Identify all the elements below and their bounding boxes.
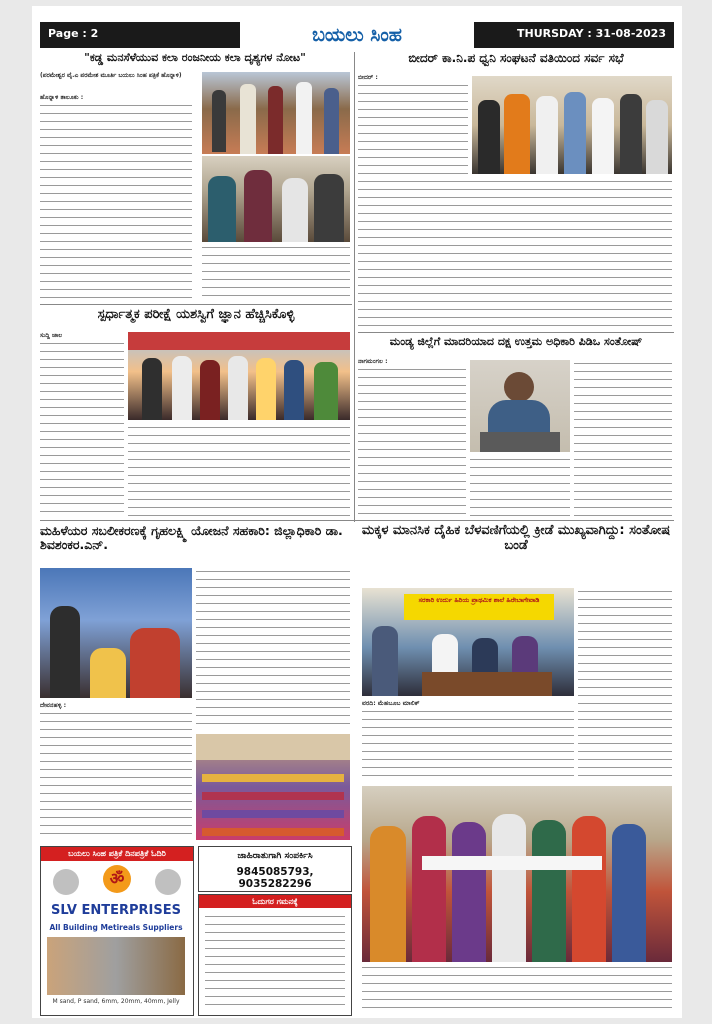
article-mandya-body-3 bbox=[470, 456, 570, 516]
article-kala-photo-1 bbox=[202, 72, 350, 154]
newspaper-page bbox=[32, 6, 682, 1018]
ad-slv-materials-image bbox=[47, 937, 185, 995]
article-gruha-body-2 bbox=[196, 568, 350, 730]
article-exam-headline-box bbox=[40, 308, 352, 330]
ad-slv-enterprises bbox=[40, 846, 194, 1016]
article-kreeda-headline: ಮಕ್ಕಳ ಮಾನಸಿಕ ದೈಹಿಕ ಬೆಳವಣಿಗೆಯಲ್ಲಿ ಕ್ರೀಡೆ ಮುಖ್ಯವಾಗಿದ್ದು: ಸಂತೋಷ ಬಂಡೆ bbox=[361, 524, 671, 553]
article-bidar-body-2 bbox=[358, 178, 672, 328]
article-kala-body bbox=[40, 102, 192, 302]
ad-notice-title: ಓದುಗರ ಗಮನಕ್ಕೆ bbox=[199, 895, 351, 908]
article-mandya-headline-box bbox=[358, 336, 674, 356]
ad-slv-person-photo-2 bbox=[155, 869, 181, 895]
article-gruha-dateline: ದೇವನಹಳ್ಳಿ : bbox=[40, 702, 67, 709]
column-divider bbox=[354, 52, 355, 522]
article-exam-dateline: ಸುದ್ದಿ ಜಾಲ bbox=[40, 332, 63, 339]
article-kala-body-2 bbox=[202, 244, 350, 302]
article-gruha-headline-box bbox=[40, 524, 352, 564]
article-gruha-photo-1 bbox=[40, 568, 192, 698]
article-exam-photo bbox=[128, 332, 350, 420]
ad-classified-title: ಜಾಹಿರಾತುಗಾಗಿ ಸಂಪರ್ಕಿಸಿ bbox=[237, 851, 313, 861]
article-mandya-body-2 bbox=[574, 360, 672, 516]
ad-slv-name: SLV ENTERPRISES bbox=[51, 903, 181, 918]
article-bidar-body bbox=[358, 82, 468, 174]
article-exam-headline: ಸ್ಪರ್ಧಾತ್ಮಕ ಪರೀಕ್ಷೆ ಯಶಸ್ವಿಗೆ ಜ್ಞಾನ ಹೆಚ್ಚಿಸಿಕೊಳ್ಳಿ bbox=[97, 308, 295, 322]
article-kreeda-body bbox=[578, 588, 672, 782]
ad-classified-phone: 9845085793, 9035282296 bbox=[236, 866, 314, 890]
article-kreeda-caption bbox=[362, 964, 672, 1014]
ad-slv-person-photo bbox=[53, 869, 79, 895]
article-kala-headline: "ಕಡ್ಡ ಮನಸೆಳೆಯುವ ಕಲಾ ರಂಜನೀಯ ಕಲಾ ದೃಶ್ಯಗಳ ನೋಟ" bbox=[84, 52, 306, 64]
article-exam-body bbox=[40, 340, 124, 516]
newspaper-title: ಬಯಲು ಸಿಂಹ bbox=[240, 22, 474, 48]
section-divider-mid bbox=[40, 520, 674, 521]
article-kala-dateline: ಹೊನ್ನಾಳಿ ತಾಲೂಕು : bbox=[40, 94, 84, 101]
article-gruha-headline: ಮಹಿಳೆಯರ ಸಬಲೀಕರಣಕ್ಕೆ ಗೃಹಲಕ್ಷ್ಮಿ ಯೋಜನೆ ಸಹಕಾರಿ: ಜಿಲ್ಲಾಧಿಕಾರಿ ಡಾ. ಶಿವಶಂಕರ.ಎನ್. bbox=[40, 524, 343, 553]
article-mandya-photo bbox=[470, 360, 570, 452]
article-kala-photo-2 bbox=[202, 156, 350, 242]
article-kreeda-dateline: ವರದಿ: ಮೆಹಬೂಬ ಮಾಲಿಕ್ bbox=[362, 700, 420, 707]
article-mandya-body bbox=[358, 366, 466, 516]
ad-slv-title: ಬಯಲು ಸಿಂಹ ಪತ್ರಿಕೆ ದಿನಪತ್ರಿಕೆ ಓದಿರಿ bbox=[41, 847, 193, 861]
ad-classified bbox=[198, 846, 352, 892]
article-mandya-dateline: ನಾಗಮಂಗಲ : bbox=[358, 358, 388, 365]
article-kreeda-headline-box bbox=[358, 524, 674, 564]
article-bidar-headline-box bbox=[358, 52, 674, 72]
ad-slv-items: M sand, P sand, 6mm, 20mm, 40mm, Jelly bbox=[52, 998, 180, 1005]
article-gruha-photo-2 bbox=[196, 734, 350, 840]
issue-date: THURSDAY : 31-08-2023 bbox=[516, 27, 666, 40]
school-banner: ಸರಕಾರಿ ಉರ್ದು ಹಿರಿಯ ಪ್ರಾಥಮಿಕ ಶಾಲೆ ಹಿರೇಬಾಗೇವಾಡಿ bbox=[404, 594, 554, 620]
article-kreeda-photo-2 bbox=[362, 786, 672, 962]
article-gruha-body bbox=[40, 710, 192, 840]
article-exam-body-2 bbox=[128, 424, 350, 518]
article-mandya-headline: ಮಂಡ್ಯ ಜಿಲ್ಲೆಗೆ ಮಾದರಿಯಾದ ದಕ್ಷ ಉತ್ತಮ ಅಧಿಕಾರಿ ಪಿಡಿಒ ಸಂತೋಷ್ bbox=[389, 336, 643, 348]
article-bidar-photo bbox=[472, 76, 672, 174]
article-bidar-dateline: ಬೀದರ್ : bbox=[358, 74, 378, 81]
article-kala-byline: (ಪರಮೇಶ್ವರ ವೈ.ಎ ಪರಮೇಶ ಮೂರ್ತಿ ಬಯಲು ಸಿಂಹ ಪತ್ರಿಕೆ ಹೊನ್ನಾಳಿ) bbox=[40, 72, 182, 79]
page-number: Page : 2 bbox=[48, 27, 99, 40]
article-kala-headline-box bbox=[40, 52, 350, 70]
ad-reader-notice bbox=[198, 894, 352, 1016]
article-bidar-headline: ಬೀದರ್ ಕಾ.ನಿ.ಪ ಧ್ವನಿ ಸಂಘಟನೆ ವತಿಯಿಂದ ಸರ್ವ ಸಭೆ bbox=[408, 52, 624, 65]
ad-slv-tagline: All Building Metireals Suppliers bbox=[49, 923, 183, 932]
ad-slv-om-icon: ॐ bbox=[103, 865, 131, 893]
ad-notice-body bbox=[205, 913, 345, 1009]
section-divider bbox=[40, 304, 352, 305]
article-kreeda-body-2 bbox=[362, 708, 574, 782]
section-divider-right bbox=[358, 332, 674, 333]
article-kreeda-photo-1 bbox=[362, 588, 574, 696]
masthead bbox=[40, 22, 674, 48]
